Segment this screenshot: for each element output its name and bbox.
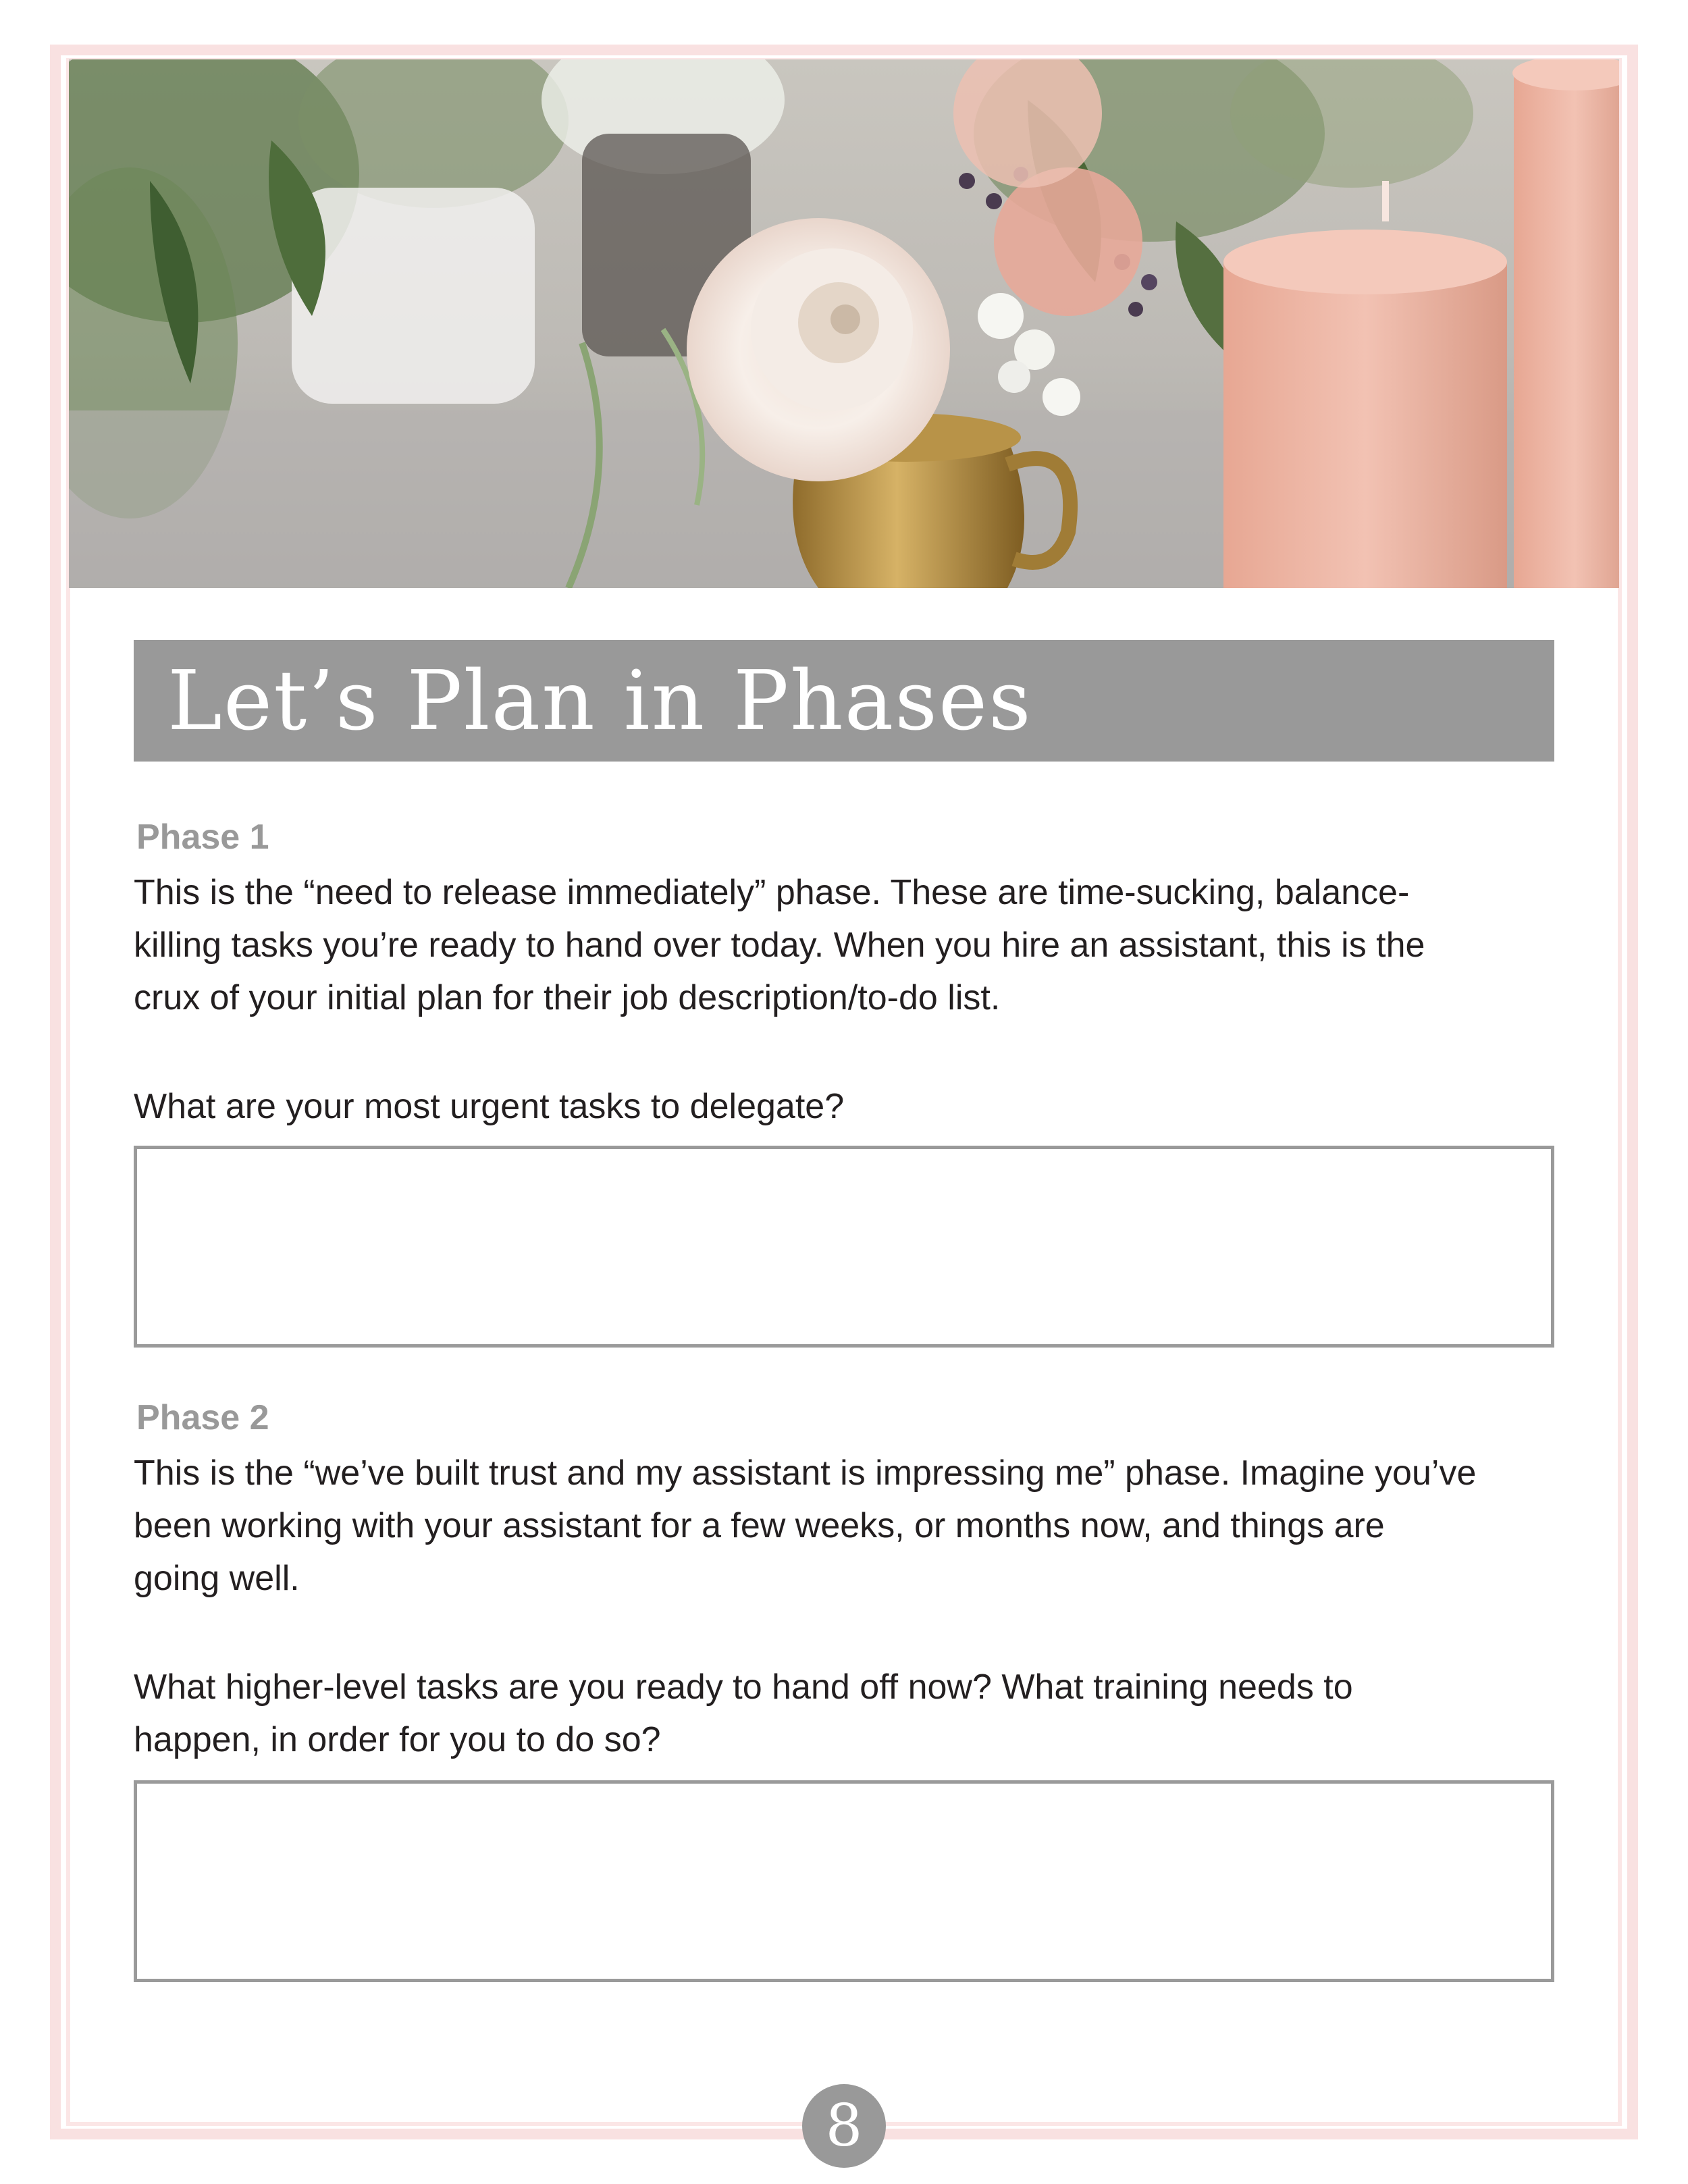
phase-2-question xyxy=(134,1661,1565,1766)
phase-2-description-line: This is the “we’ve built trust and my assistant is impressing me” phase. Imagine you’ve xyxy=(134,1454,1477,1493)
page-title: Let’s Plan in Phases xyxy=(167,653,1032,749)
phase-2-description xyxy=(134,1447,1565,1605)
title-banner xyxy=(134,640,1554,762)
header-photo xyxy=(69,59,1619,588)
phase-1-description-line: crux of your initial plan for their job description/to-do list. xyxy=(134,978,1001,1017)
phase-2-answer-box[interactable] xyxy=(134,1780,1554,1982)
phase-1-description-line: This is the “need to release immediately” phase. These are time-sucking, balance- xyxy=(134,873,1410,912)
phase-2-question-line: happen, in order for you to do so? xyxy=(134,1720,661,1759)
page-number-badge: 8 xyxy=(802,2084,886,2168)
phase-2-description-line: going well. xyxy=(134,1559,300,1598)
phase-1-description xyxy=(134,866,1565,1024)
phase-1-question: What are your most urgent tasks to delegate? xyxy=(134,1087,845,1126)
phase-1-heading: Phase 1 xyxy=(136,818,269,857)
phase-2-question-line: What higher-level tasks are you ready to hand off now? What training needs to xyxy=(134,1668,1353,1707)
phase-2-heading: Phase 2 xyxy=(136,1398,269,1437)
phase-1-description-line: killing tasks you’re ready to hand over today. When you hire an assistant, this is the xyxy=(134,926,1425,965)
phase-2-description-line: been working with your assistant for a few weeks, or months now, and things are xyxy=(134,1506,1385,1545)
phase-1-answer-box[interactable] xyxy=(134,1146,1554,1348)
